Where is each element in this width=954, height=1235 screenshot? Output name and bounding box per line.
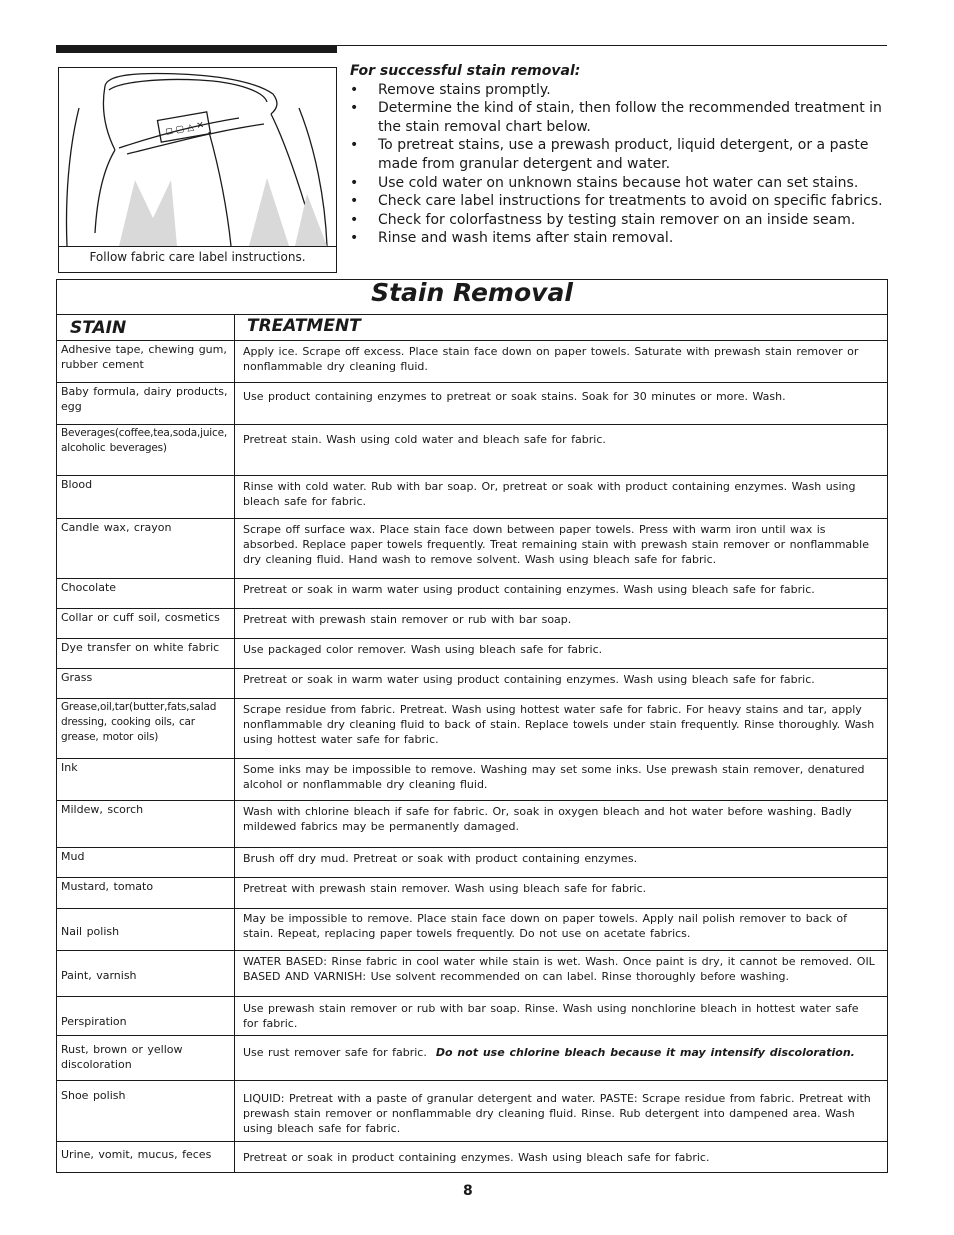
treatment-cell: Use rust remover safe for fabric. Do not use chlorine bleach because it may intensify discoloration.: [243, 1046, 855, 1059]
table-row: [57, 1081, 887, 1142]
table-row: [57, 639, 887, 669]
table-row: [57, 341, 887, 383]
table-row: [57, 801, 887, 848]
figure-caption: Follow fabric care label instructions.: [89, 250, 306, 264]
care-label-figure: [58, 67, 337, 273]
stain-cell: Paint, varnish: [61, 969, 137, 982]
treatment-cell: Pretreat or soak in warm water using product containing enzymes. Wash using bleach safe for fabric.: [243, 583, 815, 596]
tip-item: • Rinse and wash items after stain removal.: [350, 230, 674, 247]
table-row: [57, 476, 887, 519]
tip-item: • Check care label instructions for treatments to avoid on specific fabrics.: [350, 193, 883, 210]
stain-tips: [350, 62, 895, 248]
bleach-warning: Do not use chlorine bleach because it may intensify discoloration.: [435, 1046, 855, 1059]
stain-cell: Baby formula, dairy products, egg: [61, 385, 228, 413]
treatment-cell: Pretreat stain. Wash using cold water and bleach safe for fabric.: [243, 433, 606, 446]
treatment-cell: Scrape residue from fabric. Pretreat. Wash using hottest water safe for fabric. For heavy stains and tar, apply nonflammable dry cleaning fluid to back of stain. Replace towels under stain frequently. Rinse thoroughly. Wash using hottest water safe for fabric.: [243, 703, 875, 746]
table-row: [57, 699, 887, 759]
treatment-cell: Some inks may be impossible to remove. Washing may set some inks. Use prewash stain remover, denatured alcohol or nonflammable dry cleaning fluid.: [243, 763, 865, 791]
treatment-cell: Use product containing enzymes to pretreat or soak stains. Soak for 30 minutes or more. Wash.: [243, 390, 786, 403]
treatment-cell: Rinse with cold water. Rub with bar soap. Or, pretreat or soak with product containing enzymes. Wash using bleach safe for fabric.: [243, 480, 856, 508]
treatment-cell: Apply ice. Scrape off excess. Place stain face down on paper towels. Saturate with prewash stain remover or nonflammable dry cleaning fluid.: [243, 345, 859, 373]
stain-cell: Mud: [61, 850, 85, 863]
tips-heading: For successful stain removal:: [350, 63, 581, 79]
stain-cell: Candle wax, crayon: [61, 521, 172, 534]
header-rule-thick: [56, 45, 337, 53]
treatment-cell: Pretreat or soak in warm water using product containing enzymes. Wash using bleach safe for fabric.: [243, 673, 815, 686]
table-row: [57, 579, 887, 609]
column-header-treatment: TREATMENT: [247, 316, 361, 336]
tip-item: • Check for colorfastness by testing stain remover on an inside seam.: [350, 211, 856, 228]
treatment-cell: Use prewash stain remover or rub with bar soap. Rinse. Wash using nonchlorine bleach in hottest water safe for fabric.: [243, 1002, 859, 1030]
figure-divider: [59, 246, 336, 247]
bullet-icon: •: [350, 211, 359, 228]
treatment-cell: Wash with chlorine bleach if safe for fabric. Or, soak in oxygen bleach and hot water before washing. Badly mildewed fabrics may be permanently damaged.: [243, 805, 852, 833]
table-row: [57, 669, 887, 699]
stain-cell: Mustard, tomato: [61, 880, 154, 893]
stain-cell: Grass: [61, 671, 93, 684]
stain-cell: Adhesive tape, chewing gum, rubber cement: [61, 343, 227, 371]
svg-text:◻ ▢ △ ✕: ◻ ▢ △ ✕: [164, 120, 205, 138]
bullet-icon: •: [350, 174, 359, 191]
header-rule-thin: [337, 45, 887, 46]
table-row: [57, 909, 887, 951]
table-row: [57, 759, 887, 801]
stain-cell: Rust, brown or yellow discoloration: [61, 1043, 183, 1071]
table-row: [57, 1142, 887, 1172]
tip-item: • Use cold water on unknown stains because hot water can set stains.: [350, 174, 859, 191]
tip-item: • Remove stains promptly.: [350, 81, 551, 98]
treatment-cell: Pretreat or soak in product containing enzymes. Wash using bleach safe for fabric.: [243, 1151, 710, 1164]
stain-cell: Grease,oil,tar(butter,fats,salad dressing, cooking oils, car grease, motor oils): [61, 701, 217, 743]
treatment-cell: Pretreat with prewash stain remover or rub with bar soap.: [243, 613, 572, 626]
table-row: [57, 848, 887, 878]
chart-title: Stain Removal: [371, 278, 573, 307]
tips-list: [350, 81, 895, 248]
table-row: [57, 519, 887, 579]
bullet-icon: •: [350, 100, 359, 117]
stain-cell: Shoe polish: [61, 1089, 126, 1102]
treatment-cell: May be impossible to remove. Place stain face down on paper towels. Apply nail polish remover to back of stain. Repeat, replacing paper towels frequently. Do not use on acetate fabrics.: [243, 912, 847, 940]
stain-cell: Blood: [61, 478, 93, 491]
table-row: [57, 878, 887, 909]
bullet-icon: •: [350, 81, 359, 98]
stain-cell: Chocolate: [61, 581, 117, 594]
title-divider: [57, 314, 887, 315]
column-header-stain: STAIN: [70, 318, 127, 338]
treatment-cell: WATER BASED: Rinse fabric in cool water while stain is wet. Wash. Once paint is dry, it cannot be removed. OIL BASED AND VARNISH: Use solvent recommended on can label. Rinse thoroughly before washing.: [243, 955, 875, 983]
table-row: [57, 383, 887, 425]
stain-cell: Nail polish: [61, 925, 120, 938]
stain-cell: Beverages(coffee,tea,soda,juice, alcoholic beverages): [61, 427, 227, 454]
table-row: [57, 609, 887, 639]
stain-cell: Dye transfer on white fabric: [61, 641, 220, 654]
treatment-cell: Use packaged color remover. Wash using bleach safe for fabric.: [243, 643, 603, 656]
bullet-icon: •: [350, 230, 359, 247]
table-row: [57, 425, 887, 476]
stain-removal-chart: [56, 279, 888, 1173]
stain-cell: Ink: [61, 761, 78, 774]
tip-item: • To pretreat stains, use a prewash product, liquid detergent, or a paste made from granular detergent and water.: [350, 137, 869, 172]
table-row: [57, 997, 887, 1036]
treatment-cell: Scrape off surface wax. Place stain face down between paper towels. Press with warm iron until wax is absorbed. Replace paper towels frequently. Treat remaining stain with prewash stain remover or nonflammable dry cleaning fluid. Hand wash to remove solvent. Wash using bleach safe for fabric.: [243, 523, 869, 566]
treatment-cell: Pretreat with prewash stain remover. Wash using bleach safe for fabric.: [243, 882, 647, 895]
table-row: [57, 1036, 887, 1081]
bullet-icon: •: [350, 193, 359, 210]
stain-cell: Perspiration: [61, 1015, 127, 1028]
treatment-cell: LIQUID: Pretreat with a paste of granular detergent and water. PASTE: Scrape residue from fabric. Pretreat with prewash stain remover or nonflammable dry cleaning fluid. Rinse. Rub detergent into dampened area. Wash using bleach safe for fabric.: [243, 1092, 871, 1135]
stain-cell: Mildew, scorch: [61, 803, 144, 816]
stain-cell: Collar or cuff soil, cosmetics: [61, 611, 220, 624]
stain-cell: Urine, vomit, mucus, feces: [61, 1148, 212, 1161]
table-row: [57, 951, 887, 997]
bullet-icon: •: [350, 137, 359, 154]
page-number: 8: [463, 1183, 473, 1199]
treatment-cell: Brush off dry mud. Pretreat or soak with product containing enzymes.: [243, 852, 638, 865]
shirt-collar-icon: [59, 68, 336, 246]
tip-item: • Determine the kind of stain, then follow the recommended treatment in the stain removal chart below.: [350, 100, 882, 135]
